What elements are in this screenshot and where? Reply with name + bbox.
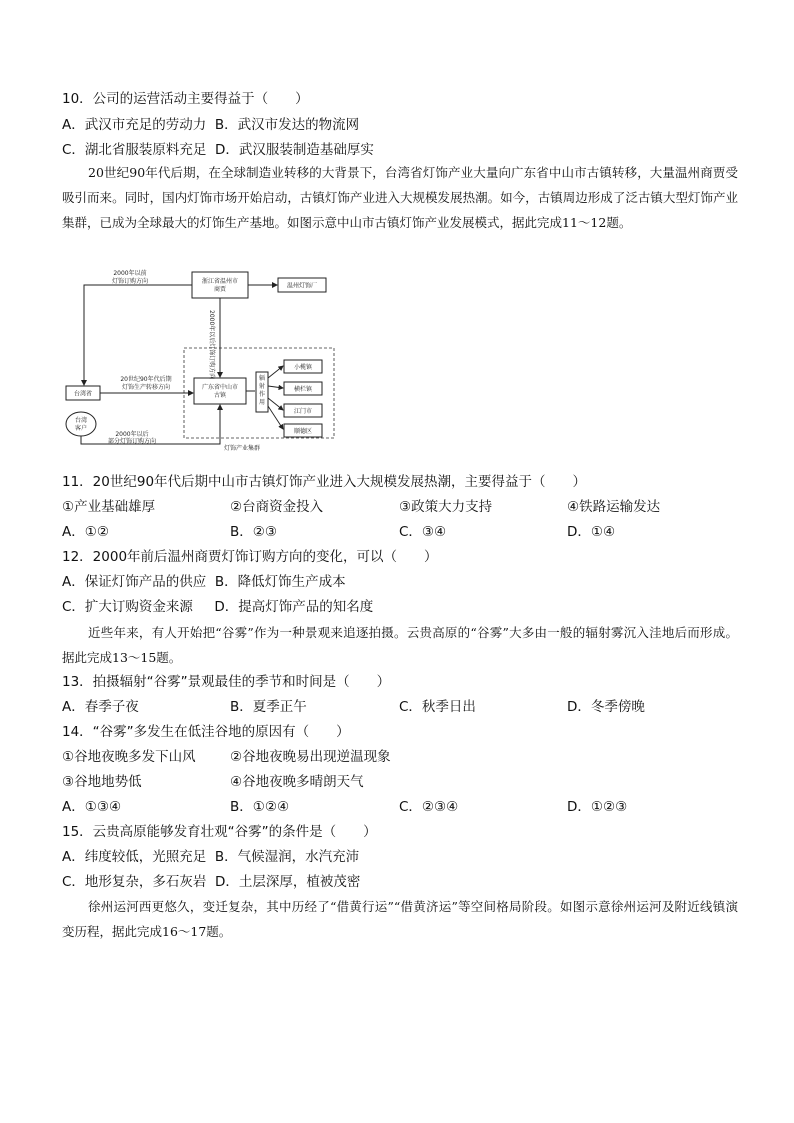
q11-stem: 11．20世纪90年代后期中山市古镇灯饰产业进入大规模发展热潮，主要得益于（ ） — [62, 474, 587, 490]
q14-item-1: ①谷地夜晚多发下山风 — [62, 749, 196, 765]
q11-option-b: B．②③ — [230, 524, 277, 540]
q10-stem: 10．公司的运营活动主要得益于（ ） — [62, 91, 309, 107]
q14-option-b: B．①②④ — [230, 799, 290, 815]
q13-option-b: B．夏季正午 — [230, 699, 307, 715]
q13-option-d: D．冬季傍晚 — [567, 699, 645, 715]
guzhen-label: 广东省中山市古镇 — [201, 384, 239, 399]
passage-valley-fog: 近些年来，有人开始把“谷雾”作为一种景观来追逐拍摄。云贵高原的“谷雾”大多由一般的辐射雾沉入洼地后而形成。据此完成13～15题。 — [62, 625, 738, 665]
arrow-after-2000-bottom-label: 2000年以后部分灯饰订购方向 — [107, 431, 157, 445]
city-label-2: 横栏镇 — [293, 386, 313, 393]
q13-option-a: A．春季子夜 — [62, 699, 139, 715]
radiation-label: 辐射作用 — [258, 375, 266, 406]
q15-stem: 15．云贵高原能够发育壮观“谷雾”的条件是（ ） — [62, 824, 377, 840]
q10-option-a: A．武汉市充足的劳动力 — [62, 117, 207, 133]
q15-options-row2 — [62, 873, 360, 891]
arrow-after-2000-vertical-label: 2000年以后灯饰订购方向 — [208, 310, 215, 380]
cluster-label: 灯饰产业集群 — [223, 445, 261, 452]
q13-stem: 13．拍摄辐射“谷雾”景观最佳的季节和时间是（ ） — [62, 674, 391, 690]
q14-option-d: D．①②③ — [567, 799, 628, 815]
q10-options-row1 — [62, 116, 359, 134]
zhejiang-box — [192, 272, 248, 298]
q12-options-row2 — [62, 598, 373, 616]
taiwan-label: 台湾省 — [73, 390, 93, 398]
q14-item-4: ④谷地夜晚多晴朗天气 — [230, 774, 364, 790]
q10-option-c: C．湖北省服装原料充足 — [62, 142, 207, 158]
q15-option-d: D．土层深厚，植被茂密 — [215, 874, 361, 890]
passage-xuzhou-canal: 徐州运河西更悠久，变迁复杂，其中历经了“借黄行运”“借黄济运”等空间格局阶段。如图示意徐州运河及附近线镇演变历程，据此完成16～17题。 — [62, 899, 738, 939]
q12-options-row1 — [62, 573, 346, 591]
city-label-1: 小榄镇 — [293, 364, 313, 371]
q11-item-3: ③政策大力支持 — [399, 499, 493, 515]
arrow-before-2000-label: 2000年以前灯饰订购方向 — [111, 270, 149, 285]
q10-option-b: B．武汉市发达的物流网 — [214, 117, 360, 133]
q12-option-b: B．降低灯饰生产成本 — [214, 574, 346, 590]
q15-option-c: C．地形复杂，多石灰岩 — [62, 874, 207, 890]
wenzhou-factory-label: 温州灯饰厂 — [286, 282, 318, 290]
city-label-3: 江门市 — [293, 408, 313, 415]
q11-item-2: ②台商资金投入 — [230, 499, 324, 515]
zhejiang-label: 浙江省温州市商贾 — [201, 278, 239, 293]
q12-option-c: C．扩大订购资金来源 — [62, 599, 193, 615]
q11-item-1: ①产业基础雄厚 — [62, 499, 156, 515]
q12-stem: 12．2000年前后温州商贾灯饰订购方向的变化，可以（ ） — [62, 549, 438, 565]
city-boxes — [268, 360, 322, 437]
q14-option-a: A．①③④ — [62, 799, 122, 815]
arrow-90s-label: 20世纪90年代后期灯饰生产转移方向 — [120, 376, 172, 391]
q15-option-b: B．气候湿润，水汽充沛 — [214, 849, 360, 865]
q10-options-row2 — [62, 141, 374, 159]
city-label-4: 顺德区 — [293, 428, 313, 435]
lighting-industry-diagram — [62, 266, 352, 456]
q10-option-d: D．武汉服装制造基础厚实 — [215, 142, 374, 158]
guzhen-box — [194, 378, 246, 404]
q14-item-2: ②谷地夜晚易出现逆温现象 — [230, 749, 391, 765]
q11-option-a: A．①② — [62, 524, 109, 540]
passage-lighting: 20世纪90年代后期，在全球制造业转移的大背景下，台湾省灯饰产业大量向广东省中山市古镇转移，大量温州商贾受吸引而来。同时，国内灯饰市场开始启动，古镇灯饰产业进入大规模发展热潮。如今，古镇周边形成了泛古镇大型灯饰产业集群，已成为全球最大的灯饰生产基地。如图示意中山市古镇灯饰产业发展模式，据此完成11～12题。 — [62, 165, 738, 230]
q11-option-c: C．③④ — [399, 524, 447, 540]
q15-option-a: A．纬度较低，光照充足 — [62, 849, 207, 865]
q14-option-c: C．②③④ — [399, 799, 459, 815]
q12-option-d: D．提高灯饰产品的知名度 — [214, 599, 374, 615]
q13-option-c: C．秋季日出 — [399, 699, 476, 715]
taiwan-customers-label: 台湾客户 — [74, 417, 88, 432]
q14-item-3: ③谷地地势低 — [62, 774, 142, 790]
q12-option-a: A．保证灯饰产品的供应 — [62, 574, 207, 590]
q11-option-d: D．①④ — [567, 524, 616, 540]
taiwan-customers-circle — [66, 412, 96, 436]
q15-options-row1 — [62, 848, 359, 866]
q11-item-4: ④铁路运输发达 — [567, 499, 661, 515]
q14-stem: 14．“谷雾”多发生在低洼谷地的原因有（ ） — [62, 724, 350, 740]
